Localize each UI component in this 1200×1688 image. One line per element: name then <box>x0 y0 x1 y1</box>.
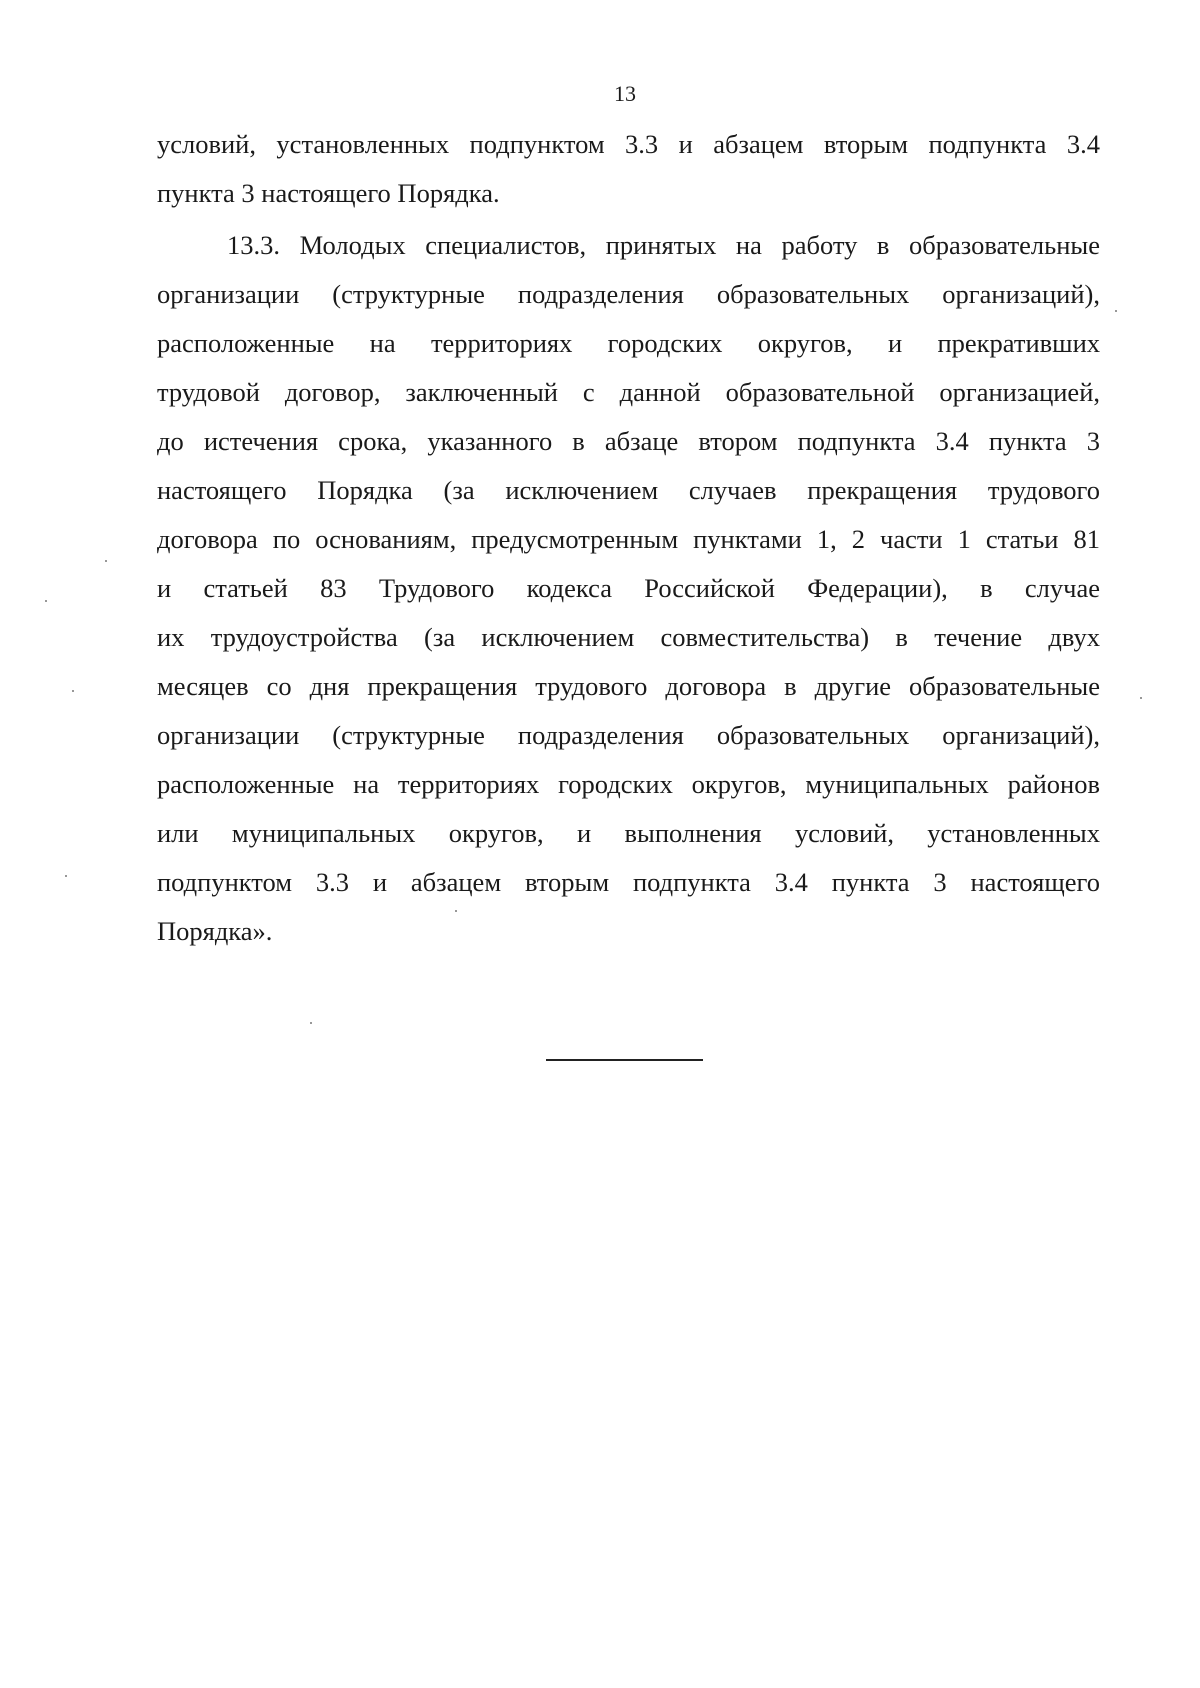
text-line: месяцев со дня прекращения трудового договора в другие образовательные <box>157 671 1100 701</box>
text-line: 13.3. Молодых специалистов, принятых на работу в образовательные <box>227 230 1100 260</box>
text-line: трудовой договор, заключенный с данной образовательной организацией, <box>157 377 1100 407</box>
scan-speck <box>105 560 107 562</box>
text-line: условий, установленных подпунктом 3.3 и абзацем вторым подпункта 3.4 <box>157 129 1100 159</box>
text-line: их трудоустройства (за исключением совместительства) в течение двух <box>157 622 1100 652</box>
text-line: подпунктом 3.3 и абзацем вторым подпункта 3.4 пункта 3 настоящего <box>157 867 1100 897</box>
document-body <box>157 120 1100 956</box>
text-line: и статьей 83 Трудового кодекса Российской Федерации), в случае <box>157 573 1100 603</box>
text-line: Порядка». <box>157 916 273 946</box>
scan-speck <box>1140 697 1142 699</box>
paragraph-continuation <box>157 120 1100 218</box>
scan-speck <box>1115 310 1117 312</box>
text-line: расположенные на территориях городских округов, и прекративших <box>157 328 1100 358</box>
scan-speck <box>45 600 47 602</box>
text-line: организации (структурные подразделения образовательных организаций), <box>157 279 1100 309</box>
text-line: организации (структурные подразделения образовательных организаций), <box>157 720 1100 750</box>
text-line: договора по основаниям, предусмотренным пунктами 1, 2 части 1 статьи 81 <box>157 524 1100 554</box>
scan-speck <box>65 875 67 877</box>
text-line: или муниципальных округов, и выполнения условий, установленных <box>157 818 1100 848</box>
text-line: до истечения срока, указанного в абзаце втором подпункта 3.4 пункта 3 <box>157 426 1100 456</box>
paragraph-13-3 <box>157 221 1100 956</box>
scan-speck <box>72 690 74 692</box>
text-line: настоящего Порядка (за исключением случаев прекращения трудового <box>157 475 1100 505</box>
scan-speck <box>455 910 457 912</box>
end-of-document-rule <box>546 1059 703 1061</box>
text-line: расположенные на территориях городских округов, муниципальных районов <box>157 769 1100 799</box>
scan-speck <box>310 1022 312 1024</box>
text-line: пункта 3 настоящего Порядка. <box>157 178 500 208</box>
page-number: 13 <box>614 81 636 106</box>
